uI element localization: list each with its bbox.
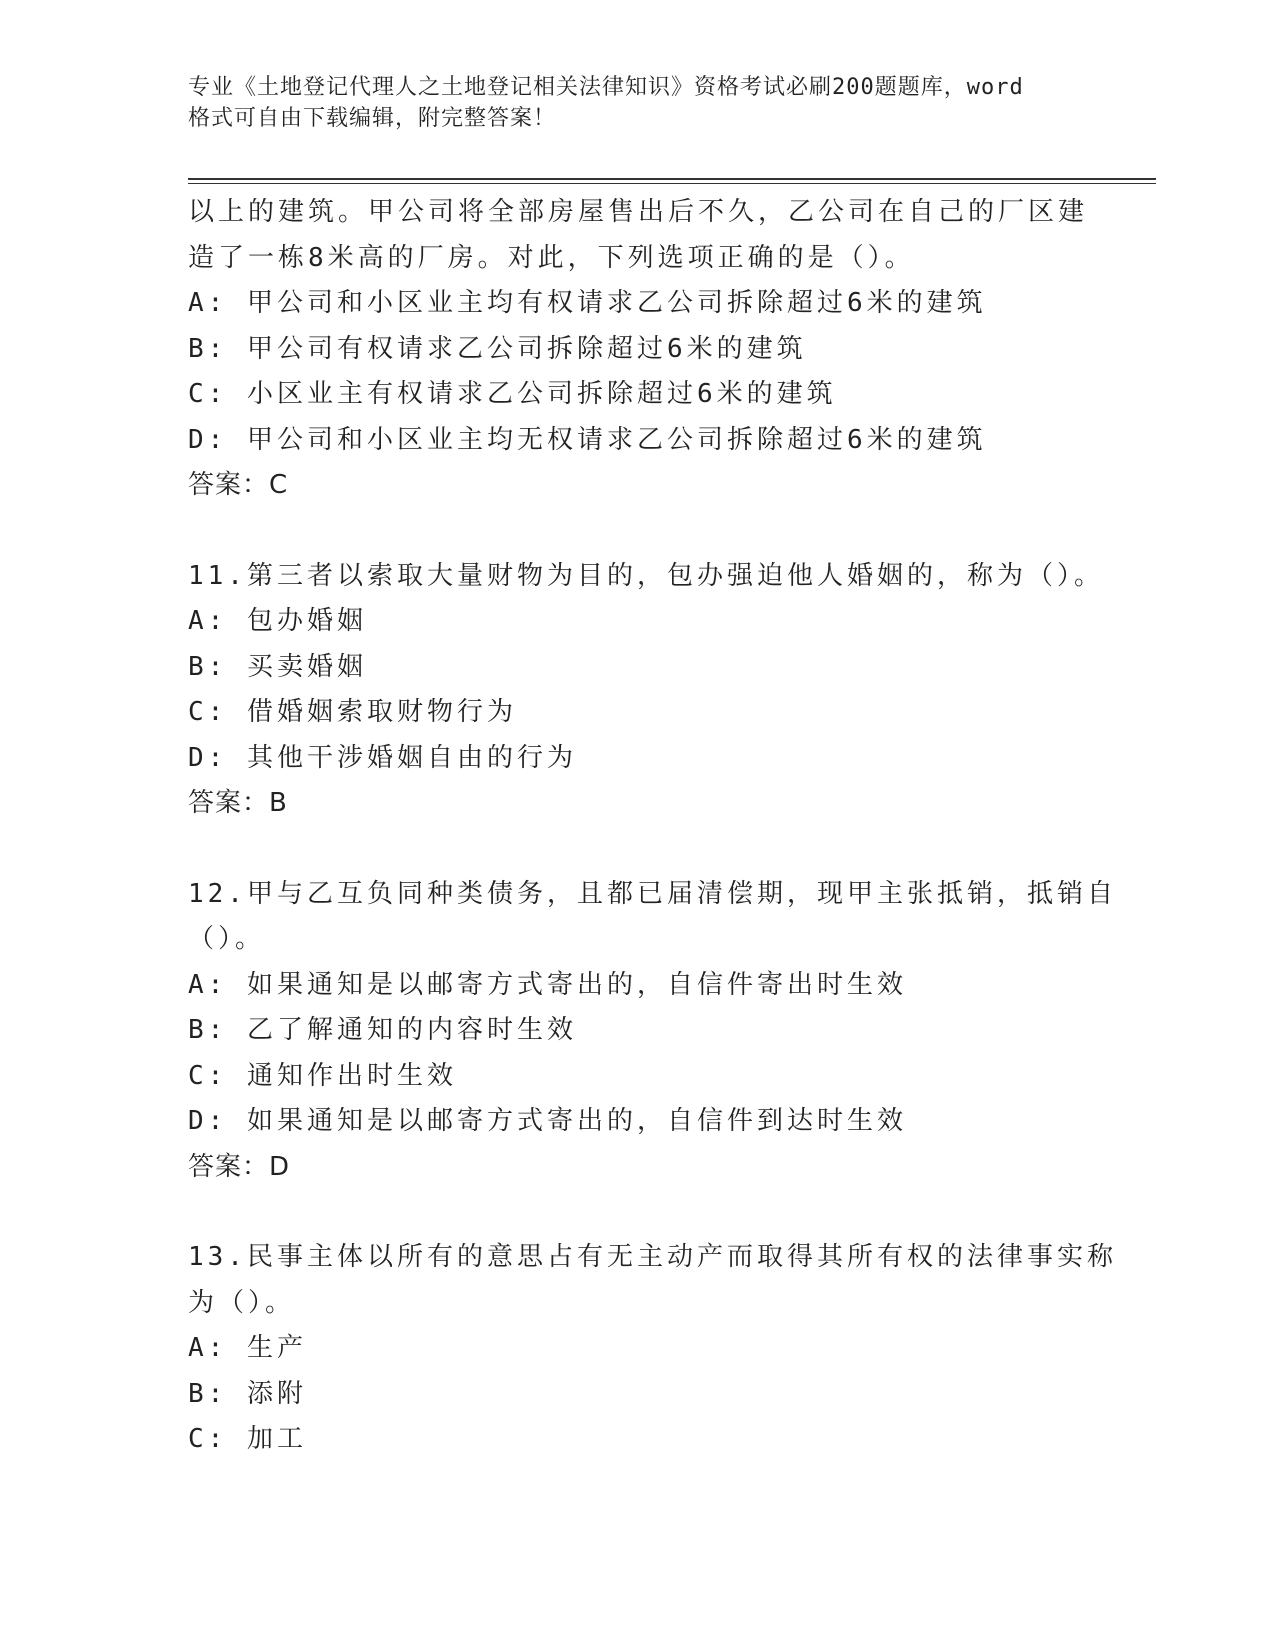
- question-11-option-d: [188, 736, 1088, 782]
- question-content: [188, 190, 1117, 1463]
- option-label: D:: [188, 1106, 228, 1136]
- option-label: C:: [188, 1060, 228, 1091]
- option-text: 小区业主有权请求乙公司拆除超过6米的建筑: [246, 379, 837, 409]
- question-13-option-a: [188, 1326, 1088, 1372]
- option-label: D:: [188, 424, 228, 455]
- question-12-option-c: [188, 1054, 1088, 1100]
- question-11: [188, 554, 1104, 827]
- option-text: 甲公司有权请求乙公司拆除超过6米的建筑: [246, 333, 807, 364]
- question-13-option-c: [188, 1417, 1088, 1463]
- option-label: B:: [188, 1015, 228, 1045]
- option-text: 甲公司和小区业主均有权请求乙公司拆除超过6米的建筑: [246, 288, 987, 318]
- question-10-answer: 答案：C: [188, 470, 289, 500]
- question-10-option-b: [188, 327, 1088, 373]
- option-text: 添附: [246, 1378, 307, 1409]
- question-13: [188, 1235, 1117, 1463]
- question-12-option-b: [188, 1008, 1088, 1054]
- option-label: C:: [188, 697, 228, 727]
- option-text: 生产: [246, 1333, 307, 1363]
- option-label: B:: [188, 1378, 228, 1409]
- option-label: A:: [188, 1333, 228, 1363]
- question-13-stem-line-1: 13.民事主体以所有的意思占有无主动产而取得其所有权的法律事实称: [188, 1242, 1117, 1272]
- header-line-1: 专业《土地登记代理人之土地登记相关法律知识》资格考试必刷200题题库，word: [188, 75, 1024, 100]
- option-label: B:: [188, 651, 228, 682]
- spacer: [188, 1190, 1088, 1235]
- option-label: A:: [188, 288, 228, 318]
- option-text: 买卖婚姻: [246, 651, 367, 682]
- option-text: 加工: [246, 1424, 307, 1454]
- option-text: 包办婚姻: [246, 606, 367, 636]
- document-header: [188, 72, 1088, 134]
- option-label: A:: [188, 969, 228, 1000]
- option-label: C:: [188, 379, 228, 409]
- option-text: 如果通知是以邮寄方式寄出的，自信件寄出时生效: [246, 969, 907, 1000]
- question-10-stem-line-2: 造了一栋8米高的厂房。对此，下列选项正确的是（）。: [188, 242, 915, 273]
- option-text: 借婚姻索取财物行为: [246, 697, 517, 727]
- question-11-option-b: [188, 645, 1088, 691]
- option-text: 乙了解通知的内容时生效: [246, 1015, 577, 1045]
- header-divider-thick: [188, 178, 1156, 180]
- header-line-2: 格式可自由下载编辑，附完整答案！: [188, 106, 557, 131]
- option-text: 甲公司和小区业主均无权请求乙公司拆除超过6米的建筑: [246, 424, 987, 455]
- option-label: A:: [188, 606, 228, 636]
- question-13-stem-line-2: 为（）。: [188, 1287, 296, 1318]
- option-label: B:: [188, 333, 228, 364]
- question-10-option-a: [188, 281, 1088, 327]
- spacer: [188, 509, 1088, 554]
- question-11-option-a: [188, 599, 1088, 645]
- spacer: [188, 827, 1088, 872]
- question-12-answer: 答案：D: [188, 1151, 291, 1182]
- option-text: 如果通知是以邮寄方式寄出的，自信件到达时生效: [246, 1106, 907, 1136]
- header-divider-thin: [188, 183, 1156, 184]
- question-12-stem-line-2: （）。: [188, 924, 266, 954]
- question-11-answer: 答案：B: [188, 788, 288, 818]
- option-text: 其他干涉婚姻自由的行为: [246, 742, 577, 773]
- question-10-stem-line-1: 以上的建筑。甲公司将全部房屋售出后不久，乙公司在自己的厂区建: [188, 197, 1089, 227]
- question-12-stem-line-1: 12.甲与乙互负同种类债务，且都已届清偿期，现甲主张抵销，抵销自: [188, 878, 1117, 909]
- question-12: [188, 872, 1117, 1191]
- question-12-option-d: [188, 1099, 1088, 1145]
- question-12-option-a: [188, 963, 1088, 1009]
- question-10: [188, 190, 1088, 509]
- option-label: C:: [188, 1424, 228, 1454]
- question-10-option-d: [188, 418, 1088, 464]
- question-10-option-c: [188, 372, 1088, 418]
- question-11-stem: 11.第三者以索取大量财物为目的，包办强迫他人婚姻的，称为（）。: [188, 560, 1104, 591]
- question-11-option-c: [188, 690, 1088, 736]
- option-text: 通知作出时生效: [246, 1060, 457, 1091]
- option-label: D:: [188, 742, 228, 773]
- question-13-option-b: [188, 1372, 1088, 1418]
